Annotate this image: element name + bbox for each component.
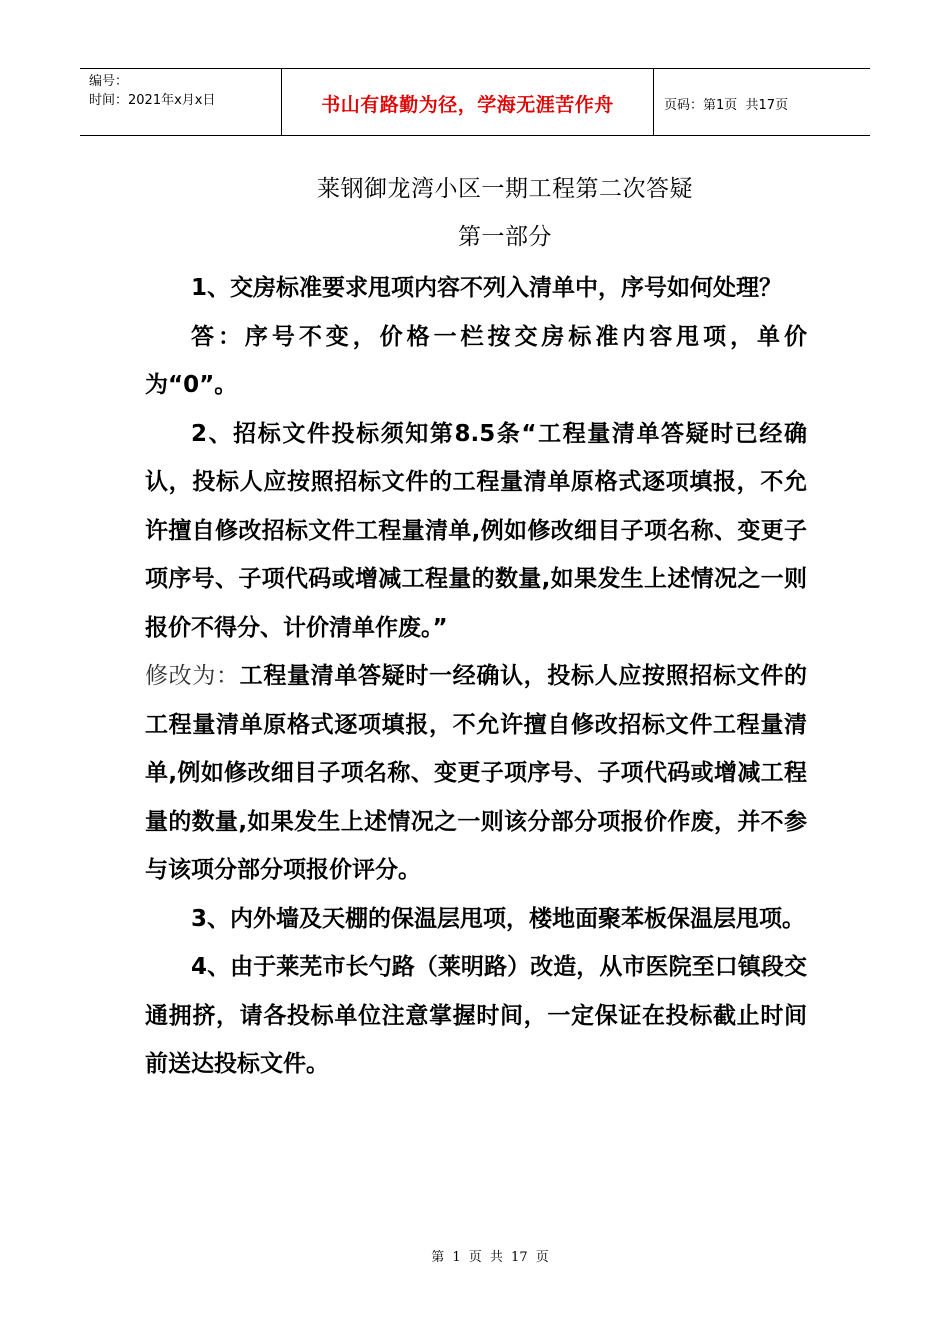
item-4: 4、由于莱芜市长勺路（莱明路）改造，从市医院至口镇段交通拥挤，请各投标单位注意掌握时间，一定保证在投标截止时间前送达投标文件。 xyxy=(145,954,807,1077)
answer-1: 答：序号不变，价格一栏按交房标准内容甩项，单价为“0”。 xyxy=(145,323,807,398)
header-motto: 书山有路勤为径，学海无涯苦作舟 xyxy=(282,69,654,135)
modification-text: 工程量清单答疑时一经确认，投标人应按照招标文件的工程量清单原格式逐项填报，不允许擅自修改招标文件工程量清单,例如修改细目子项名称、变更子项序号、子项代码或增减工程量的数量,如果发生上述情况之一则该分部分项报价作废，并不参与该项分部分项报价评分。 xyxy=(145,663,808,883)
document-time-label: 时间：2021年x月x日 xyxy=(89,93,216,108)
page-header xyxy=(80,68,870,136)
document-body xyxy=(145,264,807,1089)
document-number-label: 编号： xyxy=(89,74,129,89)
modification-label: 修改为： xyxy=(145,663,240,689)
header-meta-cell xyxy=(80,69,282,135)
question-2-modification xyxy=(145,652,807,895)
header-page-info: 页码：第1页 共17页 xyxy=(664,97,789,113)
item-3: 3、内外墙及天棚的保温层甩项，楼地面聚苯板保温层甩项。 xyxy=(191,905,806,932)
page-footer: 第 1 页 共 17 页 xyxy=(431,1250,549,1265)
document-title: 莱钢御龙湾小区一期工程第二次答疑 xyxy=(317,176,693,202)
question-2: 2、招标文件投标须知第8.5条“工程量清单答疑时已经确认，投标人应按照招标文件的工程量清单原格式逐项填报，不允许擅自修改招标文件工程量清单,例如修改细目子项名称、变更子项序号、子项代码或增减工程量的数量,如果发生上述情况之一则报价不得分、计价清单作废。” xyxy=(145,420,807,641)
header-page-info-cell xyxy=(654,69,870,135)
question-1: 1、交房标准要求甩项内容不列入清单中，序号如何处理？ xyxy=(191,275,783,301)
section-title: 第一部分 xyxy=(458,224,552,250)
